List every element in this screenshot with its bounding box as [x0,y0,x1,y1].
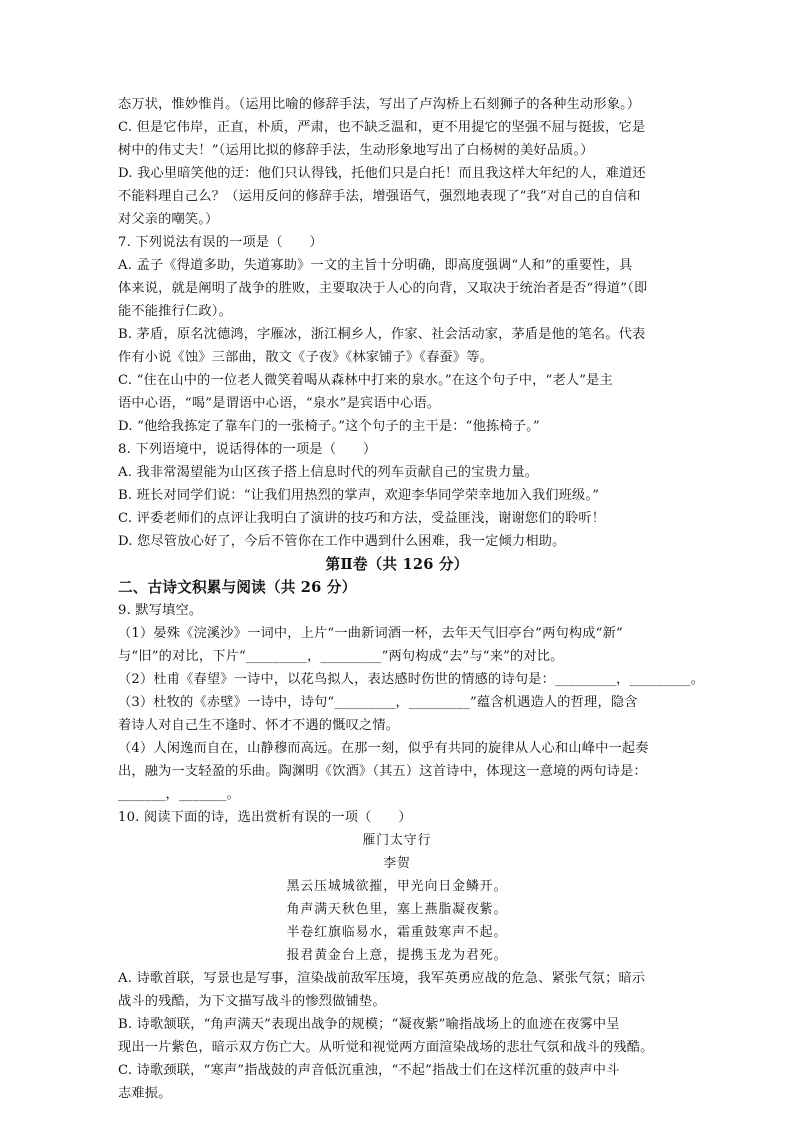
text-line: 战斗的残酷，为下文描写战斗的惨烈做铺垫。 [118,994,386,1009]
text-line: 不能料理自己么？（运用反问的修辞手法，增强语气，强烈地表现了“我”对自己的自信和 [118,189,641,204]
text-line: D. 您尽管放心好了，今后不管你在工作中遇到什么困难，我一定倾力相助。 [118,534,566,549]
text-line: 树中的伟丈夫！”（运用比拟的修辞手法，生动形象地写出了白杨树的美好品质。） [118,143,594,158]
text-line: （4）人闲逸而自在，山静穆而高远。在那一刻，似乎有共同的旋律从人心和山峰中一起奏 [118,741,649,756]
text-line: 出，融为一支轻盈的乐曲。陶渊明《饮酒》（其五）这首诗中，体现这一意境的两句诗是： [118,764,647,779]
text-line: A. 我非常渴望能为山区孩子搭上信息时代的列车贡献自己的宝贵力量。 [118,465,539,480]
poem-line: 报君黄金台上意，提携玉龙为君死。 [286,948,508,963]
text-line: C. “住在山中的一位老人微笑着喝从森林中打来的泉水。”在这个句子中，“老人”是主 [118,373,613,388]
text-line: A. 诗歌首联，写景也是写事，渲染战前敌军压境，我军英勇应战的危急、紧张气氛；暗示 [118,971,646,986]
text-line: 语中心语，“喝”是谓语中心语，“泉水”是宾语中心语。 [118,396,441,411]
text-line: 着诗人对自己生不逢时、怀才不遇的慨叹之情。 [118,718,400,733]
text-line: 体来说，就是阐明了战争的胜败，主要取决于人心的向背，又取决于统治者是否“得道”（即 [118,281,648,296]
text-line: 对父亲的嘲笑。） [118,212,219,227]
poem-line: 黑云压城城欲摧，甲光向日金鳞开。 [286,879,508,894]
text-line: B. 茅盾，原名沈德鸿，字雁冰，浙江桐乡人，作家、社会活动家，茅盾是他的笔名。代表 [118,327,646,342]
text-line: C. 诗歌颈联，“寒声”指战鼓的声音低沉重浊，“不起”指战士们在这样沉重的鼓声中斗 [118,1063,620,1078]
text-line: 与“旧”的对比，下片“_________，_________”两句构成“去”与“来”的对比。 [118,649,564,664]
question-7: 7. 下列说法有误的一项是（ ） [118,235,323,250]
text-line: D. “他给我拣定了靠车门的一张椅子。”这个句子的主干是：“他拣椅子。” [118,419,540,434]
poem-title: 雁门太守行 [362,833,432,848]
text-line: （2）杜甫《春望》一诗中，以花鸟拟人，表达感时伤世的情感的诗句是：_________，_________。 [118,672,705,687]
question-8: 8. 下列语境中，说话得体的一项是（ ） [118,442,377,457]
question-10: 10. 阅读下面的诗，选出赏析有误的一项（ ） [118,810,412,825]
text-line: C. 评委老师们的点评让我明白了演讲的技巧和方法，受益匪浅，谢谢您们的聆听！ [118,511,606,526]
text-line: （3）杜牧的《赤壁》一诗中，诗句“_________，_________”蕴含机遇造人的哲理，隐含 [118,695,638,710]
text-line: 能不能推行仁政）。 [118,304,232,319]
text-line: A. 孟子《得道多助，失道寡助》一文的主旨十分明确，即高度强调“人和”的重要性，具 [118,258,633,273]
section-heading: 二、古诗文积累与阅读（共 26 分） [118,579,357,596]
text-line: B. 班长对同学们说：“让我们用热烈的掌声，欢迎李华同学荣幸地加入我们班级。” [118,488,600,503]
poem-line: 半卷红旗临易水，霜重鼓寒声不起。 [286,925,508,940]
section-title: 第Ⅱ卷（共 126 分） [325,556,469,573]
text-line: B. 诗歌颔联，“角声满天”表现出战争的规模；“凝夜紫”喻指战场上的血迹在夜雾中呈 [118,1017,620,1032]
text-line: 志难振。 [118,1086,172,1101]
text-line: 作有小说《蚀》三部曲，散文《子夜》《林家铺子》《春蚕》等。 [118,350,494,365]
poem-line: 角声满天秋色里，塞上燕脂凝夜紫。 [286,902,508,917]
text-line: _______，_______。 [118,787,240,802]
poem-author: 李贺 [383,856,411,871]
text-line: C. 但是它伟岸，正直，朴质，严肃，也不缺乏温和，更不用提它的坚强不屈与挺拔，它是 [118,120,646,135]
text-line: 态万状，惟妙惟肖。（运用比喻的修辞手法，写出了卢沟桥上石刻狮子的各种生动形象。） [118,97,641,112]
text-line: D. 我心里暗笑他的迂：他们只认得钱，托他们只是白托！而且我这样大年纪的人，难道还 [118,166,646,181]
text-line: （1）晏殊《浣溪沙》一词中，上片“一曲新词酒一杯，去年天气旧亭台”两句构成“新” [118,626,623,641]
question-9: 9. 默写填空。 [118,603,203,618]
text-line: 现出一片紫色，暗示双方伤亡大。从听觉和视觉两方面渲染战场的悲壮气氛和战斗的残酷。 [118,1040,654,1055]
